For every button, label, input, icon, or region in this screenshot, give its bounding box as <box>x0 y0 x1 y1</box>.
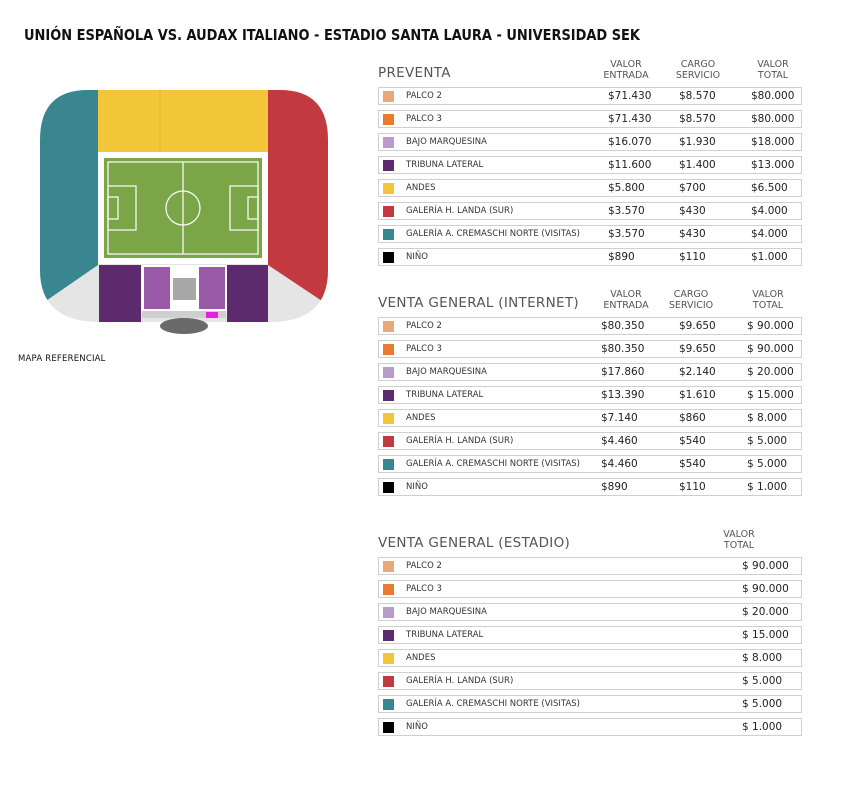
price-row <box>378 156 802 174</box>
valor-total: $ 90.000 <box>747 343 794 355</box>
price-row <box>378 386 802 404</box>
price-row <box>378 557 802 575</box>
estadio-title: VENTA GENERAL (ESTADIO) <box>378 535 571 551</box>
color-swatch <box>383 676 394 687</box>
price-row <box>378 603 802 621</box>
color-swatch <box>383 482 394 493</box>
header-valor-total: VALOR TOTAL <box>723 529 755 551</box>
valor-total: $ 15.000 <box>742 629 789 641</box>
cargo-servicio: $430 <box>679 205 706 217</box>
zone-tribuna-lateral-west <box>99 265 141 322</box>
zone-label: BAJO MARQUESINA <box>406 137 487 147</box>
zone-label: NIÑO <box>406 722 428 732</box>
price-row <box>378 626 802 644</box>
price-row <box>378 110 802 128</box>
zone-andes <box>98 90 268 152</box>
valor-entrada: $5.800 <box>608 182 645 194</box>
color-swatch <box>383 137 394 148</box>
zone-label: PALCO 2 <box>406 321 442 331</box>
color-swatch <box>383 160 394 171</box>
valor-total: $ 8.000 <box>747 412 788 424</box>
color-swatch <box>383 584 394 595</box>
color-swatch <box>383 344 394 355</box>
price-row <box>378 695 802 713</box>
color-swatch <box>383 390 394 401</box>
valor-entrada: $4.460 <box>601 458 638 470</box>
valor-total: $18.000 <box>751 136 795 148</box>
zone-label: PALCO 3 <box>406 114 442 124</box>
zone-label: GALERÍA A. CREMASCHI NORTE (VISITAS) <box>406 229 580 239</box>
price-row <box>378 133 802 151</box>
color-swatch <box>383 91 394 102</box>
color-swatch <box>383 561 394 572</box>
zone-label: GALERÍA H. LANDA (SUR) <box>406 206 514 216</box>
valor-total: $ 20.000 <box>742 606 789 618</box>
header-valor-entrada: VALOR ENTRADA <box>603 289 649 311</box>
valor-total: $80.000 <box>751 113 795 125</box>
zone-label: TRIBUNA LATERAL <box>406 390 484 400</box>
zone-label: BAJO MARQUESINA <box>406 367 487 377</box>
color-swatch <box>383 114 394 125</box>
price-row <box>378 432 802 450</box>
color-swatch <box>383 413 394 424</box>
price-row <box>378 179 802 197</box>
zone-bajo-marquesina-east <box>199 267 225 309</box>
zone-label: PALCO 3 <box>406 584 442 594</box>
zone-label: ANDES <box>406 413 436 423</box>
valor-entrada: $11.600 <box>608 159 652 171</box>
header-valor-entrada: VALOR ENTRADA <box>603 59 649 81</box>
color-swatch <box>383 653 394 664</box>
cargo-servicio: $8.570 <box>679 90 716 102</box>
header-cargo-servicio: CARGO SERVICIO <box>668 289 714 311</box>
cargo-servicio: $860 <box>679 412 706 424</box>
valor-entrada: $16.070 <box>608 136 652 148</box>
cargo-servicio: $430 <box>679 228 706 240</box>
color-swatch <box>383 229 394 240</box>
cargo-servicio: $540 <box>679 458 706 470</box>
zone-label: NIÑO <box>406 252 428 262</box>
header-valor-total: VALOR TOTAL <box>752 289 784 311</box>
zone-palco-base <box>160 318 208 334</box>
zone-center-block <box>173 278 196 300</box>
price-row <box>378 340 802 358</box>
color-swatch <box>383 321 394 332</box>
valor-total: $6.500 <box>751 182 788 194</box>
price-row <box>378 248 802 266</box>
valor-total: $ 5.000 <box>747 435 788 447</box>
valor-total: $80.000 <box>751 90 795 102</box>
valor-entrada: $3.570 <box>608 228 645 240</box>
cargo-servicio: $9.650 <box>679 320 716 332</box>
zone-label: GALERÍA A. CREMASCHI NORTE (VISITAS) <box>406 699 580 709</box>
cargo-servicio: $1.610 <box>679 389 716 401</box>
valor-total: $ 5.000 <box>747 458 788 470</box>
cargo-servicio: $1.930 <box>679 136 716 148</box>
valor-total: $1.000 <box>751 251 788 263</box>
price-row <box>378 672 802 690</box>
internet-title: VENTA GENERAL (INTERNET) <box>378 295 579 311</box>
zone-label: PALCO 2 <box>406 91 442 101</box>
color-swatch <box>383 367 394 378</box>
zone-tribuna-lateral-east <box>227 265 268 322</box>
valor-total: $ 1.000 <box>742 721 783 733</box>
price-row <box>378 478 802 496</box>
zone-label: PALCO 3 <box>406 344 442 354</box>
zone-label: TRIBUNA LATERAL <box>406 160 484 170</box>
price-row <box>378 649 802 667</box>
header-cargo-servicio: CARGO SERVICIO <box>675 59 721 81</box>
zone-label: BAJO MARQUESINA <box>406 607 487 617</box>
price-row <box>378 363 802 381</box>
price-row <box>378 718 802 736</box>
cargo-servicio: $9.650 <box>679 343 716 355</box>
color-swatch <box>383 183 394 194</box>
valor-total: $ 8.000 <box>742 652 783 664</box>
valor-entrada: $3.570 <box>608 205 645 217</box>
valor-entrada: $890 <box>608 251 635 263</box>
price-row <box>378 580 802 598</box>
page-title: UNIÓN ESPAÑOLA VS. AUDAX ITALIANO - ESTADIO SANTA LAURA - UNIVERSIDAD SEK <box>24 26 640 44</box>
valor-total: $ 5.000 <box>742 675 783 687</box>
preventa-title: PREVENTA <box>378 65 451 81</box>
zone-label: GALERÍA H. LANDA (SUR) <box>406 436 514 446</box>
zone-label: TRIBUNA LATERAL <box>406 630 484 640</box>
color-swatch <box>383 459 394 470</box>
valor-total: $ 15.000 <box>747 389 794 401</box>
valor-total: $ 90.000 <box>747 320 794 332</box>
zone-label: GALERÍA A. CREMASCHI NORTE (VISITAS) <box>406 459 580 469</box>
price-row <box>378 317 802 335</box>
color-swatch <box>383 630 394 641</box>
color-swatch <box>383 699 394 710</box>
zone-label: ANDES <box>406 653 436 663</box>
valor-total: $ 1.000 <box>747 481 788 493</box>
valor-entrada: $80.350 <box>601 320 645 332</box>
cargo-servicio: $8.570 <box>679 113 716 125</box>
price-row <box>378 455 802 473</box>
cargo-servicio: $110 <box>679 481 706 493</box>
color-swatch <box>383 436 394 447</box>
valor-entrada: $13.390 <box>601 389 645 401</box>
valor-total: $4.000 <box>751 228 788 240</box>
price-row <box>378 225 802 243</box>
valor-entrada: $80.350 <box>601 343 645 355</box>
valor-total: $13.000 <box>751 159 795 171</box>
cargo-servicio: $1.400 <box>679 159 716 171</box>
zone-palco-marker <box>206 312 218 318</box>
cargo-servicio: $540 <box>679 435 706 447</box>
zone-label: PALCO 2 <box>406 561 442 571</box>
valor-total: $4.000 <box>751 205 788 217</box>
valor-total: $ 90.000 <box>742 560 789 572</box>
zone-bajo-marquesina-west <box>144 267 170 309</box>
valor-total: $ 20.000 <box>747 366 794 378</box>
cargo-servicio: $700 <box>679 182 706 194</box>
color-swatch <box>383 252 394 263</box>
zone-label: GALERÍA H. LANDA (SUR) <box>406 676 514 686</box>
stadium-map <box>40 90 328 338</box>
valor-entrada: $7.140 <box>601 412 638 424</box>
map-note: MAPA REFERENCIAL <box>18 354 106 364</box>
zone-label: NIÑO <box>406 482 428 492</box>
cargo-servicio: $110 <box>679 251 706 263</box>
color-swatch <box>383 607 394 618</box>
valor-entrada: $17.860 <box>601 366 645 378</box>
color-swatch <box>383 722 394 733</box>
header-valor-total: VALOR TOTAL <box>757 59 789 81</box>
cargo-servicio: $2.140 <box>679 366 716 378</box>
valor-entrada: $71.430 <box>608 90 652 102</box>
valor-entrada: $4.460 <box>601 435 638 447</box>
valor-entrada: $71.430 <box>608 113 652 125</box>
valor-total: $ 5.000 <box>742 698 783 710</box>
zone-label: ANDES <box>406 183 436 193</box>
price-row <box>378 202 802 220</box>
valor-entrada: $890 <box>601 481 628 493</box>
price-row <box>378 87 802 105</box>
color-swatch <box>383 206 394 217</box>
price-row <box>378 409 802 427</box>
valor-total: $ 90.000 <box>742 583 789 595</box>
